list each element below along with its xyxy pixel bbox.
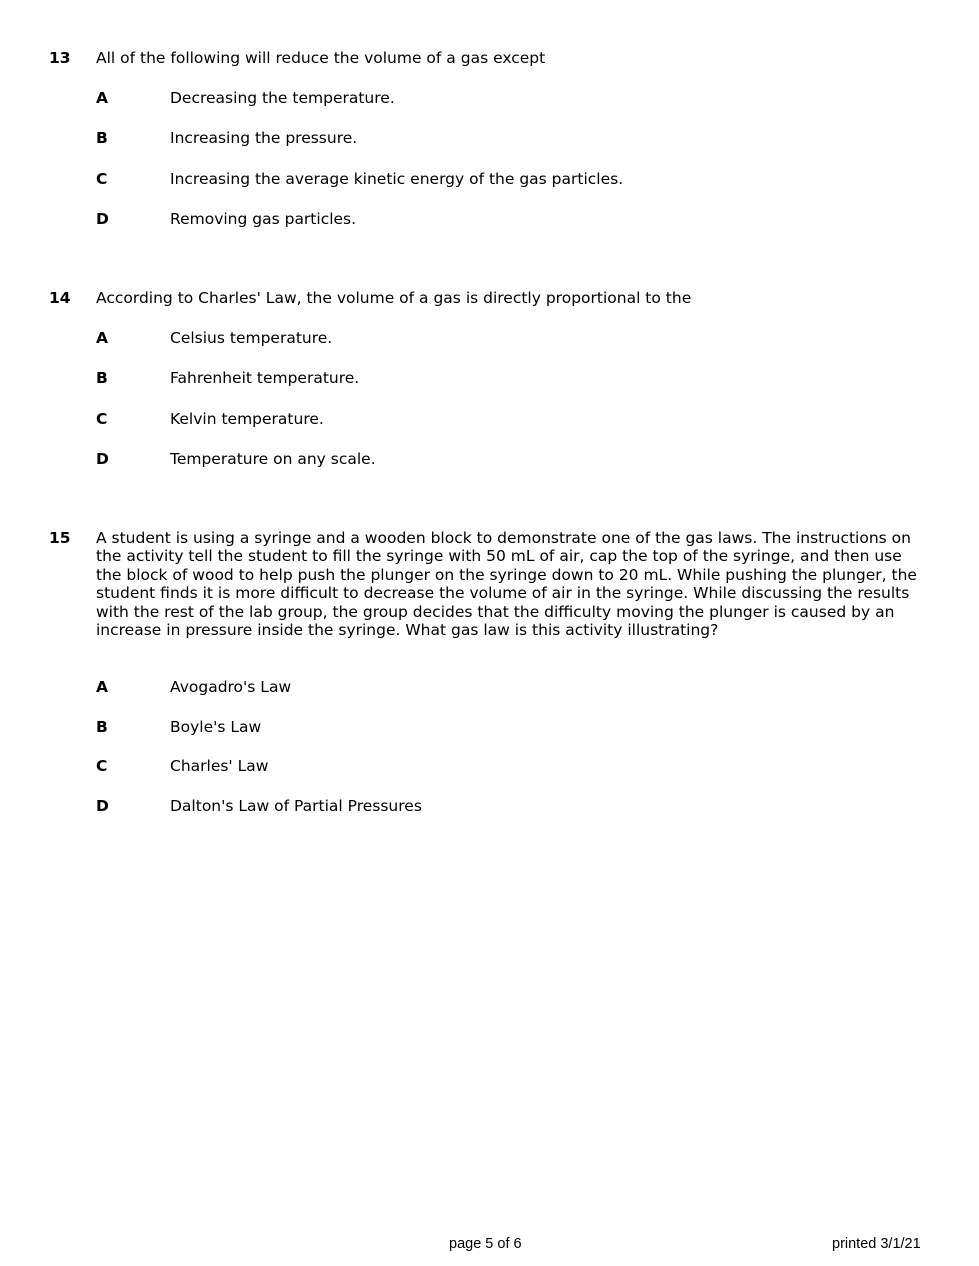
choice-14-d[interactable] bbox=[0, 450, 979, 470]
choice-text: Increasing the pressure. bbox=[170, 129, 358, 147]
choice-letter: A bbox=[96, 678, 108, 696]
choice-15-a[interactable] bbox=[0, 678, 979, 698]
choice-text: Boyle's Law bbox=[170, 718, 262, 736]
choice-letter: B bbox=[96, 369, 108, 387]
choice-text: Dalton's Law of Partial Pressures bbox=[170, 797, 422, 815]
choice-letter: B bbox=[96, 718, 108, 736]
choice-14-c[interactable] bbox=[0, 410, 979, 430]
choice-13-c[interactable] bbox=[0, 170, 979, 190]
choice-15-c[interactable] bbox=[0, 757, 979, 777]
choice-13-d[interactable] bbox=[0, 210, 979, 230]
choice-13-a[interactable] bbox=[0, 89, 979, 109]
choice-letter: A bbox=[96, 329, 108, 347]
choice-letter: B bbox=[96, 129, 108, 147]
question-stem: All of the following will reduce the volume of a gas except bbox=[96, 49, 546, 67]
choice-letter: C bbox=[96, 410, 108, 428]
choice-text: Avogadro's Law bbox=[170, 678, 292, 696]
page-number: page 5 of 6 bbox=[449, 1236, 522, 1252]
question-number: 14 bbox=[49, 289, 71, 307]
choice-text: Temperature on any scale. bbox=[170, 450, 376, 468]
question-stem: According to Charles' Law, the volume of a gas is directly proportional to the bbox=[96, 289, 692, 307]
choice-13-b[interactable] bbox=[0, 129, 979, 149]
choice-15-d[interactable] bbox=[0, 797, 979, 817]
choice-text: Kelvin temperature. bbox=[170, 410, 324, 428]
choice-text: Charles' Law bbox=[170, 757, 269, 775]
choice-letter: D bbox=[96, 210, 109, 228]
choice-letter: A bbox=[96, 89, 108, 107]
question-number: 13 bbox=[49, 49, 71, 67]
choice-text: Decreasing the temperature. bbox=[170, 89, 395, 107]
choice-14-b[interactable] bbox=[0, 369, 979, 389]
choice-letter: C bbox=[96, 170, 108, 188]
choice-15-b[interactable] bbox=[0, 718, 979, 738]
printed-date: printed 3/1/21 bbox=[832, 1236, 921, 1252]
choice-text: Removing gas particles. bbox=[170, 210, 357, 228]
choice-text: Celsius temperature. bbox=[170, 329, 333, 347]
choice-text: Fahrenheit temperature. bbox=[170, 369, 360, 387]
choice-letter: C bbox=[96, 757, 108, 775]
question-number: 15 bbox=[49, 529, 71, 547]
choice-14-a[interactable] bbox=[0, 329, 979, 349]
choice-letter: D bbox=[96, 450, 109, 468]
question-stem: A student is using a syringe and a wooden block to demonstrate one of the gas laws. The instructions on the activity tell the student to fill the syringe with 50 mL of air, cap the top of the syringe, and then use the block of wood to help push the plunger on the syringe down to 20 mL. While pushing the plunger, the student finds it is more difficult to decrease the volume of air in the syringe. While discussing the results with the rest of the lab group, the group decides that the difficulty moving the plunger is caused by an increase in pressure inside the syringe. What gas law is this activity illustrating? bbox=[96, 529, 917, 640]
choice-text: Increasing the average kinetic energy of the gas particles. bbox=[170, 170, 624, 188]
choice-letter: D bbox=[96, 797, 109, 815]
